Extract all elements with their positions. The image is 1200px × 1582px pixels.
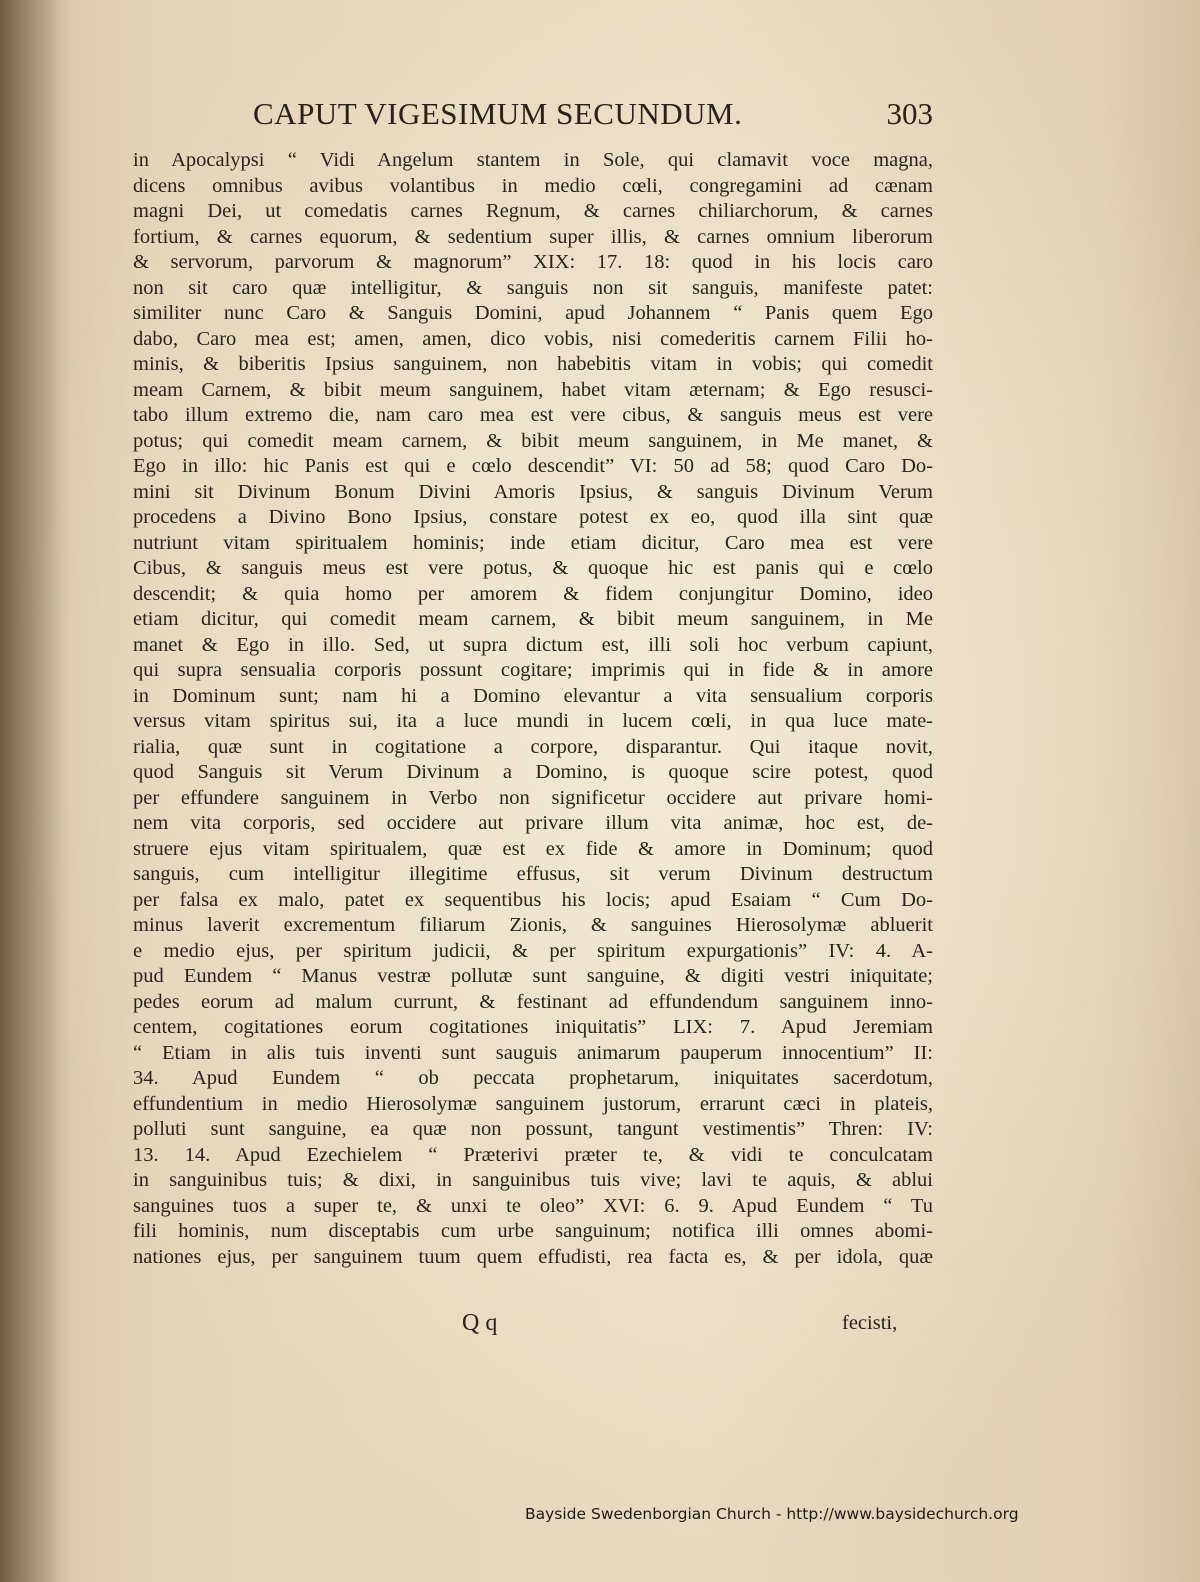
spine-shadow: [0, 0, 70, 1582]
text-line: dicens omnibus avibus volantibus in medio cœli, congregamini ad cænam: [133, 174, 933, 197]
text-line: versus vitam spiritus sui, ita a luce mundi in lucem cœli, in qua luce mate-: [133, 710, 933, 732]
text-line: mini sit Divinum Bonum Divini Amoris Ipsius, & sanguis Divinum Verum: [133, 480, 933, 503]
text-line: e medio ejus, per spiritum judicii, & per spiritum expurgationis” IV: 4. A-: [133, 939, 933, 962]
text-line: in sanguinibus tuis; & dixi, in sanguinibus tuis vive; lavi te aquis, & ablui: [133, 1169, 933, 1191]
text-line: 34. Apud Eundem “ ob peccata prophetarum, iniquitates sacerdotum,: [133, 1067, 933, 1089]
text-line: Ego in illo: hic Panis est qui e cœlo descendit” VI: 50 ad 58; quod Caro Do-: [133, 455, 933, 477]
text-line: procedens a Divino Bono Ipsius, constare potest ex eo, quod illa sint quæ: [133, 506, 933, 528]
text-line: 13. 14. Apud Ezechielem “ Præterivi præter te, & vidi te conculcatam: [133, 1143, 933, 1166]
text-line: in Dominum sunt; nam hi a Domino elevantur a vita sensualium corporis: [133, 684, 933, 707]
text-line: polluti sunt sanguine, ea quæ non possunt, tangunt vestimentis” Thren: IV:: [133, 1118, 933, 1140]
text-line: pud Eundem “ Manus vestræ pollutæ sunt sanguine, & digiti vestri iniquitate;: [133, 965, 933, 987]
body-text: [133, 148, 933, 1270]
signature-mark: Q q: [462, 1310, 498, 1336]
text-line: meam Carnem, & bibit meum sanguinem, habet vitam æternam; & Ego resusci-: [133, 378, 933, 401]
text-line: potus; qui comedit meam carnem, & bibit meum sanguinem, in Me manet, &: [133, 429, 933, 452]
text-line: & servorum, parvorum & magnorum” XIX: 17. 18: quod in his locis caro: [133, 251, 933, 273]
text-line: struere ejus vitam spiritualem, quæ est ex fide & amore in Dominum; quod: [133, 837, 933, 860]
text-line: minus laverit excrementum filiarum Zionis, & sanguines Hierosolymæ abluerit: [133, 914, 933, 936]
footer-credit: Bayside Swedenborgian Church - http://www.baysidechurch.org: [525, 1505, 1019, 1523]
text-line: qui supra sensualia corporis possunt cogitare; imprimis qui in fide & in amore: [133, 659, 933, 681]
text-line: etiam dicitur, qui comedit meam carnem, & bibit meum sanguinem, in Me: [133, 608, 933, 630]
text-line: sanguis, cum intelligitur illegitime effusus, sit verum Divinum destructum: [133, 863, 933, 885]
text-line: sanguines tuos a super te, & unxi te oleo” XVI: 6. 9. Apud Eundem “ Tu: [133, 1194, 933, 1217]
text-line: per effundere sanguinem in Verbo non significetur occidere aut privare homi-: [133, 786, 933, 809]
text-line: quod Sanguis sit Verum Divinum a Domino, is quoque scire potest, quod: [133, 761, 933, 783]
running-head: [253, 96, 933, 140]
text-line: tabo illum extremo die, nam caro mea est vere cibus, & sanguis meus est vere: [133, 404, 933, 426]
text-line: non sit caro quæ intelligitur, & sanguis non sit sanguis, manifeste patet:: [133, 276, 933, 299]
text-line: per falsa ex malo, patet ex sequentibus his locis; apud Esaiam “ Cum Do-: [133, 888, 933, 911]
text-line: nutriunt vitam spiritualem hominis; inde etiam dicitur, Caro mea est vere: [133, 531, 933, 554]
page-number: 303: [886, 96, 933, 131]
text-line: pedes eorum ad malum currunt, & festinant ad effundendum sanguinem inno-: [133, 990, 933, 1013]
text-line: in Apocalypsi “ Vidi Angelum stantem in Sole, qui clamavit voce magna,: [133, 149, 933, 171]
text-line: Cibus, & sanguis meus est vere potus, & quoque hic est panis qui e cœlo: [133, 557, 933, 579]
text-line: “ Etiam in alis tuis inventi sunt sauguis animarum pauperum innocentium” II:: [133, 1041, 933, 1064]
text-line: manet & Ego in illo. Sed, ut supra dictum est, illi soli hoc verbum capiunt,: [133, 633, 933, 656]
text-line: rialia, quæ sunt in cogitatione a corpore, disparantur. Qui itaque novit,: [133, 735, 933, 758]
text-line: fili hominis, num disceptabis cum urbe sanguinum; notifica illi omnes abomi-: [133, 1220, 933, 1242]
chapter-title: CAPUT VIGESIMUM SECUNDUM.: [253, 96, 743, 131]
text-line: effundentium in medio Hierosolymæ sanguinem justorum, errarunt cæci in plateis,: [133, 1092, 933, 1115]
catchword: fecisti,: [842, 1312, 898, 1334]
text-line: centem, cogitationes eorum cogitationes iniquitatis” LIX: 7. Apud Jeremiam: [133, 1016, 933, 1038]
text-line: similiter nunc Caro & Sanguis Domini, apud Johannem “ Panis quem Ego: [133, 302, 933, 324]
text-line: descendit; & quia homo per amorem & fidem conjungitur Domino, ideo: [133, 582, 933, 605]
text-line: minis, & biberitis Ipsius sanguinem, non habebitis vitam in vobis; qui comedit: [133, 353, 933, 375]
text-line: fortium, & carnes equorum, & sedentium super illis, & carnes omnium liberorum: [133, 225, 933, 248]
text-line: nem vita corporis, sed occidere aut privare illum vita animæ, hoc est, de-: [133, 812, 933, 834]
text-line: nationes ejus, per sanguinem tuum quem effudisti, rea facta es, & per idola, quæ: [133, 1245, 933, 1268]
text-line: magni Dei, ut comedatis carnes Regnum, & carnes chiliarchorum, & carnes: [133, 200, 933, 222]
text-line: dabo, Caro mea est; amen, amen, dico vobis, nisi comederitis carnem Filii ho-: [133, 327, 933, 350]
